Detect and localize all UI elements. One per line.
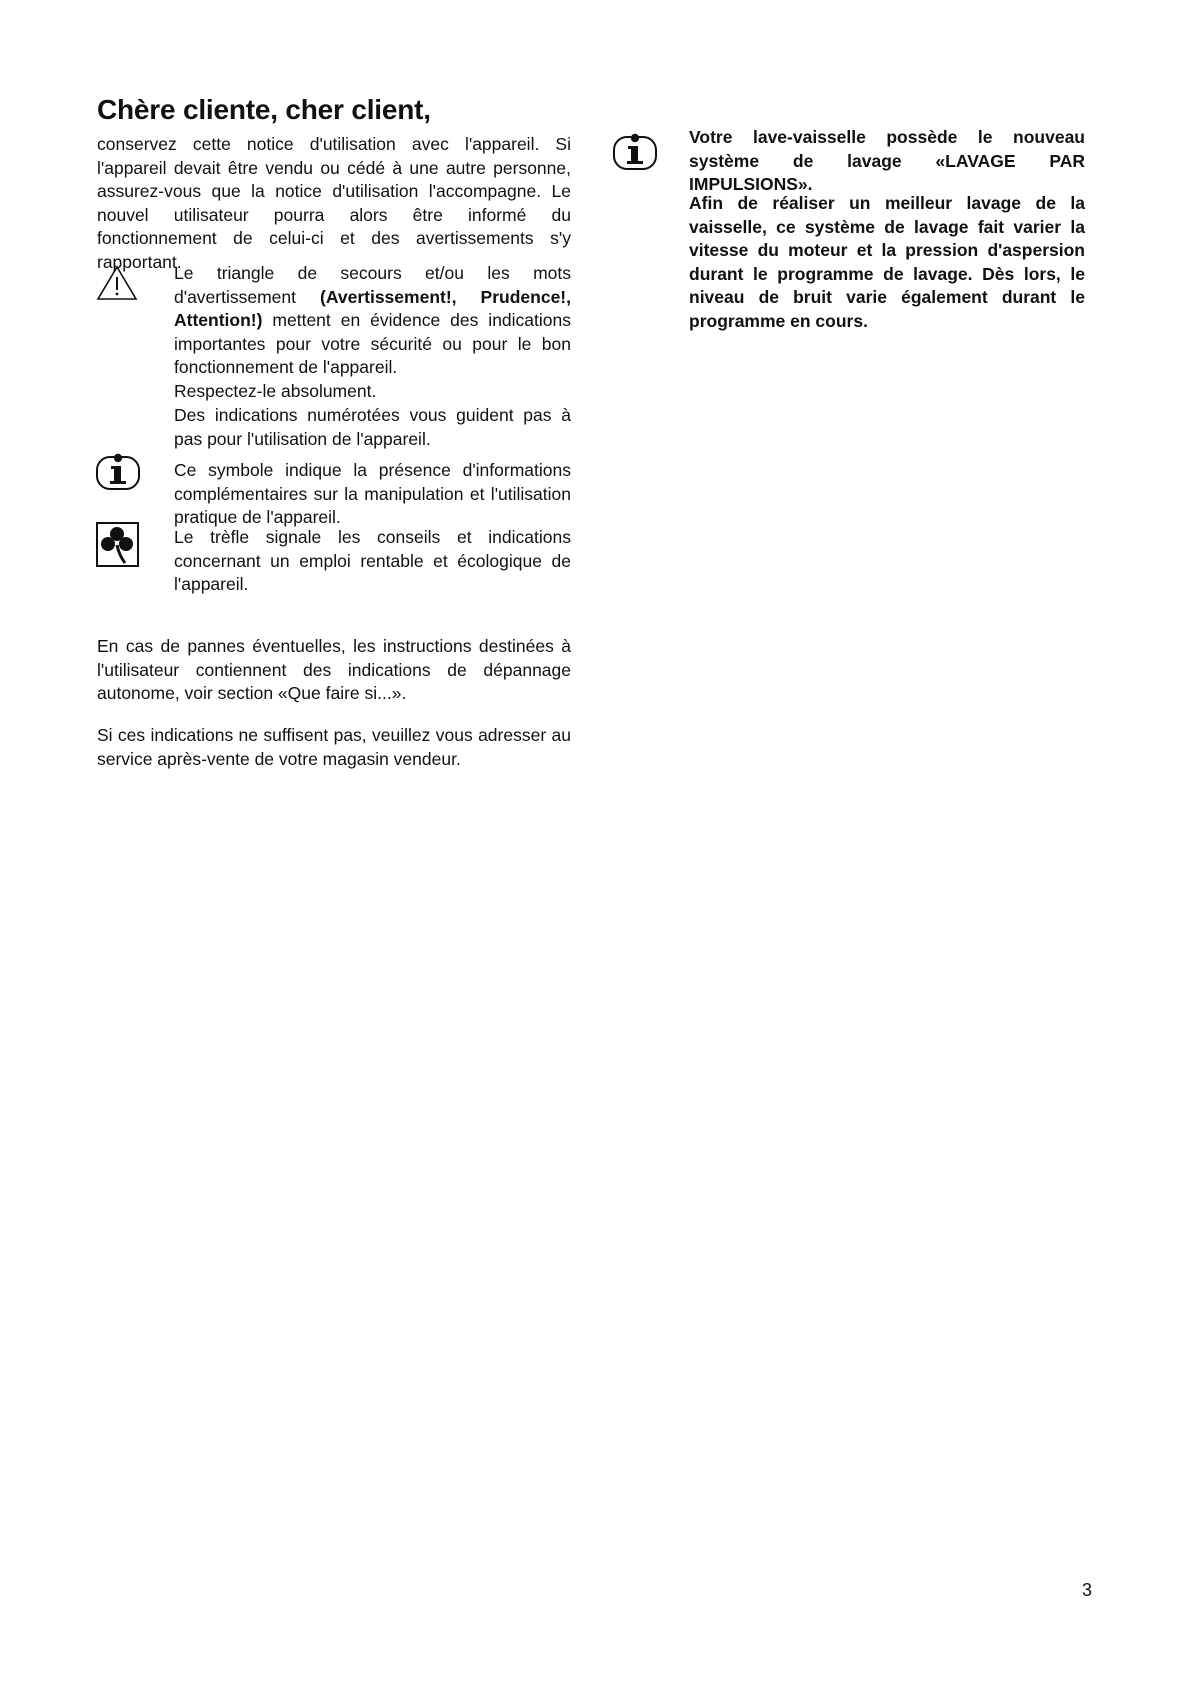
info-notice-text: Ce symbole indique la présence d'informations complémentaires sur la manipulation et l'utilisation pratique de l'appareil. <box>174 460 571 528</box>
warning-respect: Respectez-le absolument. <box>174 381 377 401</box>
warning-text-before: Le triangle de secours et/ou les mots d'avertissement <box>174 263 571 307</box>
warning-bold-words: (Avertissement!, Prudence!, Attention!) <box>174 286 571 331</box>
warning-triangle-icon <box>95 264 139 302</box>
page-title: Chère cliente, cher client, <box>97 94 431 125</box>
warning-notice <box>174 262 571 380</box>
info-icon-right <box>612 132 658 172</box>
eco-notice-text: Le trèfle signale les conseils et indications concernant un emploi rentable et écologique de l'appareil. <box>174 527 571 595</box>
warning-numbered: Des indications numérotées vous guident pas à pas pour l'utilisation de l'appareil. <box>174 405 571 449</box>
clover-icon <box>95 521 141 569</box>
intro-paragraph: conservez cette notice d'utilisation avec l'appareil. Si l'appareil devait être vendu ou cédé à une autre personne, assurez-vous que la notice d'utilisation l'accompagne. Le nouvel utilisateur pourra alors être informé du fonctionnement de celui-ci et des avertissements s'y rapportant. <box>97 134 571 272</box>
troubleshooting-paragraph: En cas de pannes éventuelles, les instructions destinées à l'utilisateur contiennent des indications de dépannage autonome, voir section «Que faire si...». <box>97 636 571 704</box>
warning-text-after: mettent en évidence des indications importantes pour votre sécurité ou pour le bon fonctionnement de l'appareil. <box>174 310 571 378</box>
impulse-wash-details: Afin de réaliser un meilleur lavage de la vaisselle, ce système de lavage fait varier la vitesse du moteur et la pression d'aspersion durant le programme de lavage. Dès lors, le niveau de bruit varie également durant le programme en cours. <box>689 193 1085 331</box>
impulse-wash-intro: Votre lave-vaisselle possède le nouveau système de lavage «LAVAGE PAR IMPULSIONS». <box>689 127 1085 195</box>
info-icon <box>95 452 141 492</box>
page-number: 3 <box>1082 1580 1093 1600</box>
service-paragraph: Si ces indications ne suffisent pas, veuillez vous adresser au service après-vente de votre magasin vendeur. <box>97 725 571 769</box>
